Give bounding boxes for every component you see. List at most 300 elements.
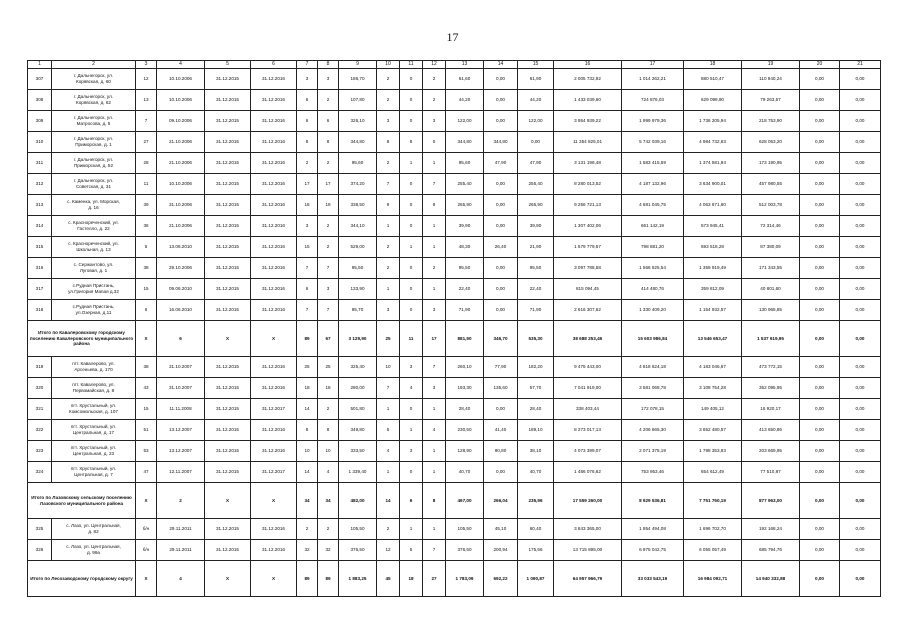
table-cell: 280,00 bbox=[339, 378, 377, 399]
table-cell: 2 bbox=[318, 216, 339, 237]
table-cell: 798 881,20 bbox=[622, 237, 684, 258]
table-cell: 186,70 bbox=[339, 69, 377, 90]
table-cell: 1 bbox=[423, 462, 446, 483]
address-cell bbox=[52, 195, 136, 216]
table-cell: 265,90 bbox=[446, 195, 484, 216]
table-cell: 0,00 bbox=[800, 441, 840, 462]
table-cell: 10 bbox=[377, 357, 400, 378]
table-cell: 45 bbox=[377, 561, 400, 597]
table-cell: 6 bbox=[157, 321, 205, 357]
table-cell: 3 bbox=[377, 111, 400, 132]
column-number-4: 4 bbox=[157, 61, 205, 69]
table-cell: 512 003,78 bbox=[742, 195, 800, 216]
table-cell: 17 bbox=[318, 174, 339, 195]
table-cell: 230,50 bbox=[446, 420, 484, 441]
table-cell: 11 354 825,01 bbox=[554, 132, 622, 153]
table-cell: 31.12.2015 bbox=[205, 441, 251, 462]
table-cell: 17 559 260,00 bbox=[554, 483, 622, 519]
table-cell: 25 bbox=[318, 357, 339, 378]
table-cell: 31.12.2015 bbox=[205, 399, 251, 420]
table-cell: 5 bbox=[400, 540, 423, 561]
column-number-8: 8 bbox=[318, 61, 339, 69]
address-line: г. Дальнегорск, ул. bbox=[73, 178, 114, 184]
table-row bbox=[28, 279, 881, 300]
table-cell: 09.10.2006 bbox=[157, 111, 205, 132]
table-cell: 0,00 bbox=[800, 132, 840, 153]
table-cell: 14 bbox=[377, 483, 400, 519]
table-cell: 2 bbox=[318, 90, 339, 111]
table-cell: 0,00 bbox=[840, 540, 881, 561]
table-cell: 149 405,12 bbox=[684, 399, 742, 420]
table-cell: 3 131 198,48 bbox=[554, 153, 622, 174]
table-cell: 0,00 bbox=[800, 153, 840, 174]
table-cell: 344,80 bbox=[446, 132, 484, 153]
address-cell bbox=[52, 399, 136, 420]
table-cell: 2 bbox=[423, 69, 446, 90]
table-cell: 72 314,46 bbox=[742, 216, 800, 237]
table-cell: 3 097 788,58 bbox=[554, 258, 622, 279]
table-cell: 18 bbox=[318, 378, 339, 399]
table-cell: 14 bbox=[297, 462, 318, 483]
table-cell: 3 843 365,00 bbox=[554, 519, 622, 540]
table-cell: 7 bbox=[136, 111, 157, 132]
table-cell: 7 bbox=[318, 258, 339, 279]
column-number-10: 10 bbox=[377, 61, 400, 69]
table-cell: 0,00 bbox=[840, 237, 881, 258]
table-cell: 36 bbox=[136, 216, 157, 237]
table-cell: 27 bbox=[423, 561, 446, 597]
subtotal-row bbox=[28, 321, 881, 357]
table-cell: 1 bbox=[423, 237, 446, 258]
row-number-cell: 318 bbox=[28, 300, 52, 321]
table-cell: 71,90 bbox=[518, 300, 554, 321]
address-cell bbox=[52, 153, 136, 174]
table-cell: 13 546 653,47 bbox=[684, 321, 742, 357]
table-cell: 31.12.2016 bbox=[251, 174, 297, 195]
table-cell: 2 bbox=[377, 69, 400, 90]
address-line: с. Лазо, ул. Центральная, bbox=[66, 523, 121, 529]
address-cell bbox=[52, 111, 136, 132]
table-cell: 3 bbox=[297, 69, 318, 90]
address-line: Комсомольская, д. 107 bbox=[69, 409, 118, 414]
table-cell: 1 bbox=[377, 216, 400, 237]
table-cell: 815 094,45 bbox=[554, 279, 622, 300]
table-cell: 31.12.2016 bbox=[251, 300, 297, 321]
table-cell: 3 bbox=[318, 69, 339, 90]
table-cell: 0,00 bbox=[840, 357, 881, 378]
table-row bbox=[28, 300, 881, 321]
row-number-cell: 315 bbox=[28, 237, 52, 258]
column-number-12: 12 bbox=[423, 61, 446, 69]
subtotal-row bbox=[28, 561, 881, 597]
table-row bbox=[28, 111, 881, 132]
column-number-16: 16 bbox=[554, 61, 622, 69]
table-cell: 0,00 bbox=[840, 420, 881, 441]
table-cell: 628 053,20 bbox=[742, 132, 800, 153]
table-cell: 877 963,00 bbox=[742, 483, 800, 519]
table-cell: X bbox=[136, 321, 157, 357]
table-cell: 16.06.2010 bbox=[157, 300, 205, 321]
table-cell: 2 005 732,92 bbox=[554, 69, 622, 90]
address-cell bbox=[52, 519, 136, 540]
table-cell: 31.12.2016 bbox=[251, 540, 297, 561]
table-cell: 1 bbox=[400, 153, 423, 174]
table-cell: 6 bbox=[400, 483, 423, 519]
table-cell: 31.12.2016 bbox=[251, 90, 297, 111]
table-cell: 7 751 760,19 bbox=[684, 483, 742, 519]
table-cell: 28,40 bbox=[518, 399, 554, 420]
table-cell: 14 bbox=[297, 399, 318, 420]
table-cell: 473 772,15 bbox=[742, 357, 800, 378]
table-cell: X bbox=[136, 561, 157, 597]
table-cell: 25 bbox=[297, 357, 318, 378]
table-cell: 31.12.2015 bbox=[205, 258, 251, 279]
address-line: д. 16 bbox=[88, 205, 99, 210]
table-cell: 10 bbox=[297, 441, 318, 462]
row-number-cell: 311 bbox=[28, 153, 52, 174]
table-cell: 8 bbox=[318, 132, 339, 153]
table-cell: 14 940 332,88 bbox=[742, 561, 800, 597]
address-cell bbox=[52, 174, 136, 195]
table-cell: 0,00 bbox=[800, 300, 840, 321]
table-cell: 352 095,95 bbox=[742, 378, 800, 399]
table-cell: 10.10.2006 bbox=[157, 69, 205, 90]
table-cell: 38 bbox=[136, 357, 157, 378]
table-cell: 3 634 900,01 bbox=[684, 174, 742, 195]
table-cell: 171 343,55 bbox=[742, 258, 800, 279]
table-cell: 9 bbox=[377, 195, 400, 216]
table-cell: 31.12.2016 bbox=[251, 153, 297, 174]
table-cell: 359 812,09 bbox=[684, 279, 742, 300]
row-number-cell: 323 bbox=[28, 441, 52, 462]
table-cell: 0,00 bbox=[800, 258, 840, 279]
table-cell: 0,00 bbox=[840, 321, 881, 357]
column-number-5: 5 bbox=[205, 61, 251, 69]
table-cell: 2 bbox=[377, 258, 400, 279]
column-number-11: 11 bbox=[400, 61, 423, 69]
row-number-cell: 307 bbox=[28, 69, 52, 90]
table-cell: 0,00 bbox=[800, 279, 840, 300]
address-cell bbox=[52, 69, 136, 90]
table-cell: 48,30 bbox=[446, 237, 484, 258]
table-cell: 60,40 bbox=[518, 519, 554, 540]
row-number-cell: 319 bbox=[28, 357, 52, 378]
address-cell bbox=[52, 279, 136, 300]
table-cell: 0,00 bbox=[484, 69, 518, 90]
table-cell: 11 bbox=[136, 174, 157, 195]
table-cell: 57,70 bbox=[518, 378, 554, 399]
address-cell bbox=[52, 132, 136, 153]
table-cell: 881,90 bbox=[446, 321, 484, 357]
page-number: 17 bbox=[446, 30, 459, 44]
table-cell: 0,00 bbox=[840, 399, 881, 420]
table-cell: 4 063 671,60 bbox=[684, 195, 742, 216]
address-line: д. 82 bbox=[88, 529, 99, 534]
table-cell: 0,00 bbox=[800, 321, 840, 357]
table-cell: 61,60 bbox=[446, 69, 484, 90]
column-number-13: 13 bbox=[446, 61, 484, 69]
table-cell: 2 071 375,19 bbox=[622, 441, 684, 462]
table-cell: 1 579 779,57 bbox=[554, 237, 622, 258]
table-cell: 0,00 bbox=[840, 111, 881, 132]
row-number-cell: 313 bbox=[28, 195, 52, 216]
table-cell: 18 bbox=[318, 195, 339, 216]
table-cell: 61,90 bbox=[518, 69, 554, 90]
address-line: Школьная, д. 13 bbox=[76, 247, 111, 252]
table-cell: 27 bbox=[136, 132, 157, 153]
table-cell: 7 bbox=[423, 174, 446, 195]
table-cell: 1 537 619,95 bbox=[742, 321, 800, 357]
table-cell: 31.12.2016 bbox=[251, 279, 297, 300]
table-cell: 18 bbox=[297, 378, 318, 399]
table-cell: 2 bbox=[377, 519, 400, 540]
table-cell: 53 bbox=[136, 441, 157, 462]
table-cell: 3 652 480,57 bbox=[684, 420, 742, 441]
table-cell: 0,00 bbox=[800, 462, 840, 483]
table-cell: 0,00 bbox=[840, 519, 881, 540]
address-line: Матросова, д. 5 bbox=[76, 121, 111, 126]
table-cell: 51 bbox=[136, 420, 157, 441]
table-cell: 3 bbox=[423, 378, 446, 399]
table-row bbox=[28, 540, 881, 561]
table-cell: 173 190,95 bbox=[742, 153, 800, 174]
table-cell: 4 bbox=[423, 420, 446, 441]
row-number-cell: 326 bbox=[28, 540, 52, 561]
table-cell: 325,40 bbox=[339, 357, 377, 378]
table-cell: 135,60 bbox=[484, 378, 518, 399]
table-cell: 0,00 bbox=[840, 483, 881, 519]
table-row bbox=[28, 195, 881, 216]
table-cell: 3 bbox=[400, 357, 423, 378]
table-cell: 10 bbox=[318, 441, 339, 462]
table-cell: 31.12.2016 bbox=[251, 111, 297, 132]
table-cell: 31.12.2015 bbox=[205, 195, 251, 216]
address-cell bbox=[52, 216, 136, 237]
table-cell: 87 380,09 bbox=[742, 237, 800, 258]
table-cell: 346,70 bbox=[484, 321, 518, 357]
table-cell: 105,50 bbox=[446, 519, 484, 540]
table-cell: 89 bbox=[297, 321, 318, 357]
table-cell: 3 bbox=[318, 279, 339, 300]
table-cell: 0 bbox=[400, 69, 423, 90]
table-cell: 529,00 bbox=[339, 237, 377, 258]
table-cell: 31.12.2015 bbox=[205, 540, 251, 561]
table-cell: 0,00 bbox=[840, 378, 881, 399]
table-cell: 31.12.2016 bbox=[251, 237, 297, 258]
table-cell: 31.12.2015 bbox=[205, 69, 251, 90]
table-cell: 0 bbox=[423, 132, 446, 153]
column-number-17: 17 bbox=[622, 61, 684, 69]
register-table bbox=[27, 60, 881, 597]
table-cell: 3 108 754,28 bbox=[684, 378, 742, 399]
address-cell bbox=[52, 357, 136, 378]
table-row bbox=[28, 462, 881, 483]
column-number-9: 9 bbox=[339, 61, 377, 69]
table-cell: 29.11.2011 bbox=[157, 540, 205, 561]
table-cell: 4 984 732,63 bbox=[684, 132, 742, 153]
table-cell: 4 187 132,96 bbox=[622, 174, 684, 195]
address-line: д. 99а bbox=[87, 550, 100, 555]
table-cell: 0,00 bbox=[840, 462, 881, 483]
table-cell: 0,00 bbox=[840, 300, 881, 321]
table-cell: 31.12.2016 bbox=[251, 420, 297, 441]
table-cell: 0,00 bbox=[800, 90, 840, 111]
table-cell: 0,00 bbox=[840, 174, 881, 195]
table-cell: б/н bbox=[136, 519, 157, 540]
table-cell: 22,40 bbox=[518, 279, 554, 300]
table-cell: 18 bbox=[400, 561, 423, 597]
table-cell: 13 715 895,00 bbox=[554, 540, 622, 561]
table-cell: 482,00 bbox=[339, 483, 377, 519]
table-cell: 0,00 bbox=[840, 216, 881, 237]
table-cell: 0,00 bbox=[484, 216, 518, 237]
table-cell: 693 518,28 bbox=[684, 237, 742, 258]
table-cell: 0,00 bbox=[800, 69, 840, 90]
table-cell: 29.10.2006 bbox=[157, 258, 205, 279]
table-cell: 0,00 bbox=[800, 237, 840, 258]
table-cell: 12 bbox=[377, 540, 400, 561]
column-number-19: 19 bbox=[742, 61, 800, 69]
table-cell: 95,70 bbox=[339, 300, 377, 321]
row-number-cell: 310 bbox=[28, 132, 52, 153]
table-cell: 31.12.2015 bbox=[205, 519, 251, 540]
table-cell: 1 783,09 bbox=[446, 561, 484, 597]
table-cell: 724 876,03 bbox=[622, 90, 684, 111]
table-cell: 0,00 bbox=[840, 69, 881, 90]
table-row bbox=[28, 378, 881, 399]
table-cell: 32 bbox=[297, 540, 318, 561]
table-cell: 105,50 bbox=[339, 519, 377, 540]
table-cell: 573 945,41 bbox=[684, 216, 742, 237]
table-cell: 1 330 409,20 bbox=[622, 300, 684, 321]
table-cell: 133,90 bbox=[339, 279, 377, 300]
table-cell: 15 bbox=[136, 399, 157, 420]
table-cell: 13.12.2007 bbox=[157, 420, 205, 441]
address-line: Арсеньева, д. 170 bbox=[74, 367, 113, 372]
table-cell: 3 bbox=[423, 111, 446, 132]
column-number-15: 15 bbox=[518, 61, 554, 69]
address-line: Приморская, д. 52 bbox=[73, 163, 114, 168]
table-cell: 128,90 bbox=[446, 441, 484, 462]
table-cell: 0,00 bbox=[800, 378, 840, 399]
table-cell: 8 bbox=[423, 483, 446, 519]
row-number-cell: 309 bbox=[28, 111, 52, 132]
table-cell: 39,90 bbox=[446, 216, 484, 237]
table-cell: 692,22 bbox=[484, 561, 518, 597]
table-cell: 0,00 bbox=[840, 279, 881, 300]
table-cell: 0,00 bbox=[800, 216, 840, 237]
table-cell: 31.12.2016 bbox=[251, 69, 297, 90]
table-cell: 15 603 986,84 bbox=[622, 321, 684, 357]
address-cell bbox=[52, 90, 136, 111]
address-line: с.Рудная Пристань, bbox=[72, 304, 115, 310]
table-cell: 16 984 092,71 bbox=[684, 561, 742, 597]
table-cell: 255,40 bbox=[518, 174, 554, 195]
table-cell: 2 bbox=[318, 237, 339, 258]
table-cell: X bbox=[251, 561, 297, 597]
address-line: Советская, д. 31 bbox=[75, 184, 112, 189]
row-number-cell: 317 bbox=[28, 279, 52, 300]
table-cell: 8 280 013,52 bbox=[554, 174, 622, 195]
table-cell: 535,30 bbox=[518, 321, 554, 357]
table-cell: 1 954 494,08 bbox=[622, 519, 684, 540]
address-line: ул.Григория Мапая д.32 bbox=[68, 289, 119, 294]
row-number-cell: 308 bbox=[28, 90, 52, 111]
table-cell: 3 581 068,78 bbox=[622, 378, 684, 399]
table-cell: 40,70 bbox=[446, 462, 484, 483]
table-cell: 7 bbox=[377, 378, 400, 399]
row-number-cell: 320 bbox=[28, 378, 52, 399]
table-cell: 0,00 bbox=[800, 357, 840, 378]
table-cell: 45,10 bbox=[484, 519, 518, 540]
table-cell: 25 bbox=[377, 321, 400, 357]
table-cell: 172 078,15 bbox=[622, 399, 684, 420]
table-cell: 0 bbox=[400, 195, 423, 216]
address-line: г. Дальнегорск, ул. bbox=[73, 157, 114, 163]
table-cell: 0,00 bbox=[800, 540, 840, 561]
table-cell: 32 bbox=[318, 540, 339, 561]
table-cell: 1 433 039,60 bbox=[554, 90, 622, 111]
address-line: Центральная, д. 7 bbox=[74, 472, 113, 477]
table-cell: 344,80 bbox=[339, 132, 377, 153]
table-cell: 1 bbox=[377, 279, 400, 300]
table-row bbox=[28, 216, 881, 237]
table-cell: 0,00 bbox=[484, 399, 518, 420]
table-cell: 266,04 bbox=[484, 483, 518, 519]
table-cell: 7 bbox=[318, 300, 339, 321]
table-cell: 1 bbox=[400, 420, 423, 441]
table-cell: 0 bbox=[400, 111, 423, 132]
table-cell: 15 bbox=[297, 237, 318, 258]
row-number-cell: 324 bbox=[28, 462, 52, 483]
table-cell: 0 bbox=[400, 462, 423, 483]
table-cell: 31.12.2016 bbox=[251, 441, 297, 462]
table-cell: 4 bbox=[400, 378, 423, 399]
table-cell: 2 bbox=[318, 519, 339, 540]
table-cell: 71,90 bbox=[446, 300, 484, 321]
address-line: с. Лазо, ул. Центральная, bbox=[66, 544, 121, 550]
table-row bbox=[28, 519, 881, 540]
table-cell: 40 801,60 bbox=[742, 279, 800, 300]
table-cell: 31.10.2007 bbox=[157, 357, 205, 378]
table-cell: 326,10 bbox=[339, 111, 377, 132]
table-cell: 3 129,90 bbox=[339, 321, 377, 357]
table-cell: 0,00 bbox=[484, 174, 518, 195]
table-cell: 6 055 057,49 bbox=[684, 540, 742, 561]
table-cell: 3 bbox=[423, 300, 446, 321]
table-cell: 44,20 bbox=[446, 90, 484, 111]
table-cell: 414 480,76 bbox=[622, 279, 684, 300]
table-cell: 89 bbox=[318, 561, 339, 597]
table-cell: 2 bbox=[423, 258, 446, 279]
table-cell: 15 bbox=[136, 279, 157, 300]
table-cell: 6 bbox=[136, 300, 157, 321]
table-cell: 0,00 bbox=[484, 300, 518, 321]
address-cell bbox=[52, 420, 136, 441]
table-cell: 2 bbox=[297, 153, 318, 174]
address-line: пгт. Кавалерово, ул. bbox=[72, 382, 115, 388]
table-cell: 6 975 042,75 bbox=[622, 540, 684, 561]
table-cell: 0,00 bbox=[518, 132, 554, 153]
table-cell: 12.11.2007 bbox=[157, 462, 205, 483]
table-cell: 4 206 665,30 bbox=[622, 420, 684, 441]
address-line: г. Дальнегорск, ул. bbox=[73, 73, 114, 79]
table-cell: 31.12.2015 bbox=[205, 90, 251, 111]
table-cell: 31.12.2015 bbox=[205, 153, 251, 174]
table-cell: 0,00 bbox=[840, 153, 881, 174]
subtotal-row bbox=[28, 483, 881, 519]
table-cell: 200,94 bbox=[484, 540, 518, 561]
